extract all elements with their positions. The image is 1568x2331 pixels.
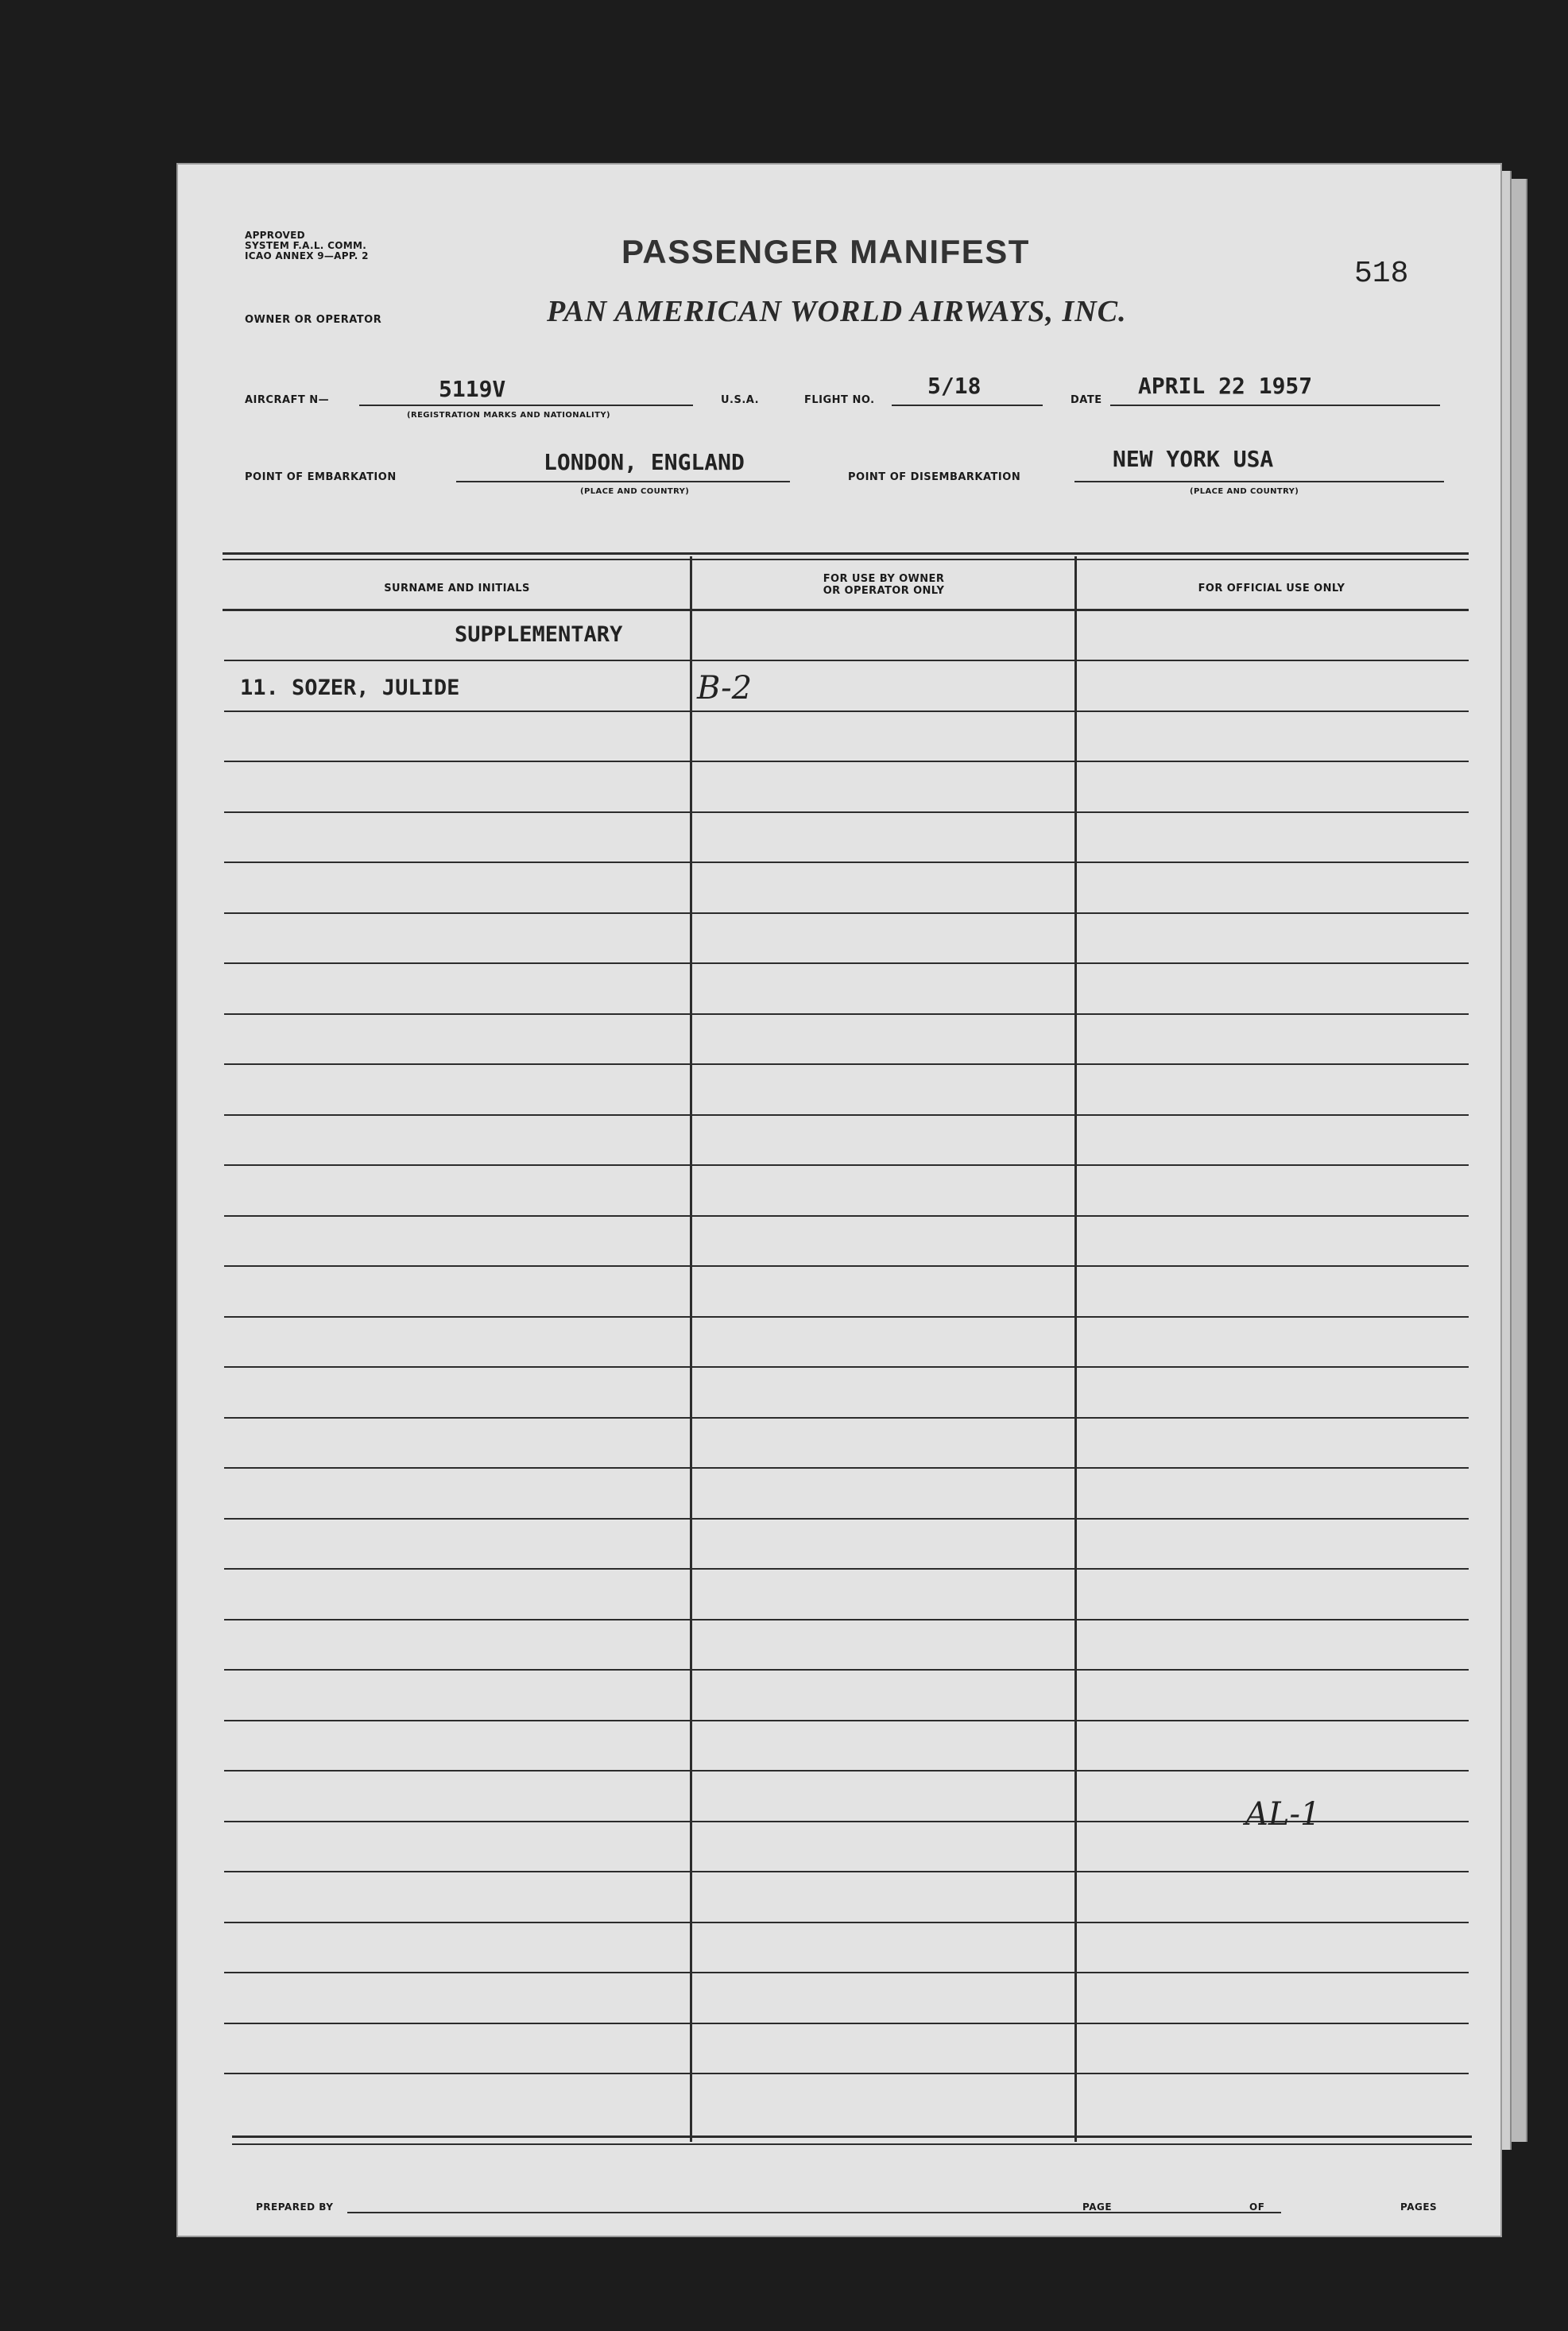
page-number: 518 [1354, 257, 1409, 291]
flight-label: FLIGHT NO. [804, 394, 875, 406]
embark-underline [456, 481, 790, 482]
table-bottom-rule-inner [232, 2143, 1472, 2145]
date-label: DATE [1070, 394, 1102, 406]
manifest-sheet [176, 163, 1502, 2237]
date-underline [1110, 405, 1440, 406]
column-header-operator-2: OR OPERATOR ONLY [823, 585, 945, 597]
table-row-rule [224, 761, 1469, 762]
table-row-rule [224, 1114, 1469, 1116]
table-row-rule [224, 2023, 1469, 2024]
disembark-sub: (PLACE AND COUNTRY) [1190, 487, 1299, 496]
table-row-rule [224, 2073, 1469, 2074]
column-divider-2 [1074, 556, 1077, 2142]
owner-value: PAN AMERICAN WORLD AIRWAYS, INC. [547, 295, 1127, 328]
table-row-rule [224, 912, 1469, 914]
table-row-rule [224, 1568, 1469, 1570]
official-note: AL-1 [1245, 1796, 1321, 1833]
flight-underline [892, 405, 1043, 406]
disembark-value: NEW YORK USA [1113, 446, 1274, 472]
disembark-label: POINT OF DISEMBARKATION [848, 471, 1021, 483]
table-row-rule [224, 1619, 1469, 1620]
table-row-rule [224, 1417, 1469, 1419]
table-top-rule [223, 552, 1469, 555]
operator-note: B-2 [697, 670, 753, 707]
column-header-operator-1: FOR USE BY OWNER [823, 573, 945, 585]
pages-label: PAGES [1400, 2201, 1438, 2213]
date-value: APRIL 22 1957 [1138, 373, 1313, 399]
table-row-rule [224, 811, 1469, 813]
table-row-rule [224, 962, 1469, 964]
footer-underline [347, 2212, 1281, 2213]
column-divider-1 [690, 556, 692, 2142]
form-title: PASSENGER MANIFEST [621, 233, 1030, 270]
table-header-rule [223, 609, 1469, 611]
section-heading: SUPPLEMENTARY [455, 622, 623, 647]
table-top-rule-inner [223, 559, 1469, 560]
usa-label: U.S.A. [721, 394, 760, 406]
table-row-rule [224, 1467, 1469, 1469]
approval-line-2: SYSTEM F.A.L. COMM. [245, 240, 367, 251]
table-row-rule [224, 660, 1469, 661]
table-row-rule [224, 1972, 1469, 1973]
disembark-underline [1074, 481, 1444, 482]
table-bottom-rule [232, 2135, 1472, 2138]
table-row-rule [224, 1063, 1469, 1065]
page-label: PAGE [1082, 2201, 1113, 2213]
table-row-rule [224, 862, 1469, 863]
flight-value: 5/18 [927, 373, 981, 399]
table-row-rule [224, 1770, 1469, 1771]
embark-label: POINT OF EMBARKATION [245, 471, 397, 483]
table-row-rule [224, 1215, 1469, 1217]
approval-line-1: APPROVED [245, 230, 305, 241]
embark-value: LONDON, ENGLAND [544, 449, 745, 475]
passenger-entry-name: 11. SOZER, JULIDE [240, 676, 460, 700]
owner-label: OWNER OR OPERATOR [245, 314, 382, 326]
prepared-by-label: PREPARED BY [256, 2201, 334, 2213]
table-row-rule [224, 1922, 1469, 1923]
approval-line-3: ICAO ANNEX 9—APP. 2 [245, 250, 369, 261]
table-row-rule [224, 1871, 1469, 1872]
table-row-rule [224, 1669, 1469, 1671]
embark-sub: (PLACE AND COUNTRY) [580, 487, 690, 496]
table-row-rule [224, 1518, 1469, 1520]
table-row-rule [224, 1164, 1469, 1166]
aircraft-label: AIRCRAFT N— [245, 394, 330, 406]
table-row-rule [224, 1366, 1469, 1368]
table-row-rule [224, 1720, 1469, 1721]
column-header-official: FOR OFFICIAL USE ONLY [1198, 583, 1345, 594]
aircraft-sub: (REGISTRATION MARKS AND NATIONALITY) [407, 411, 610, 420]
table-row-rule [224, 1013, 1469, 1015]
table-row-rule [224, 1265, 1469, 1267]
of-label: OF [1249, 2201, 1265, 2213]
column-header-name: SURNAME AND INITIALS [384, 583, 530, 594]
aircraft-value: 5119V [439, 376, 506, 402]
table-row-rule [224, 1316, 1469, 1318]
aircraft-underline [359, 405, 693, 406]
table-row-rule [224, 711, 1469, 712]
